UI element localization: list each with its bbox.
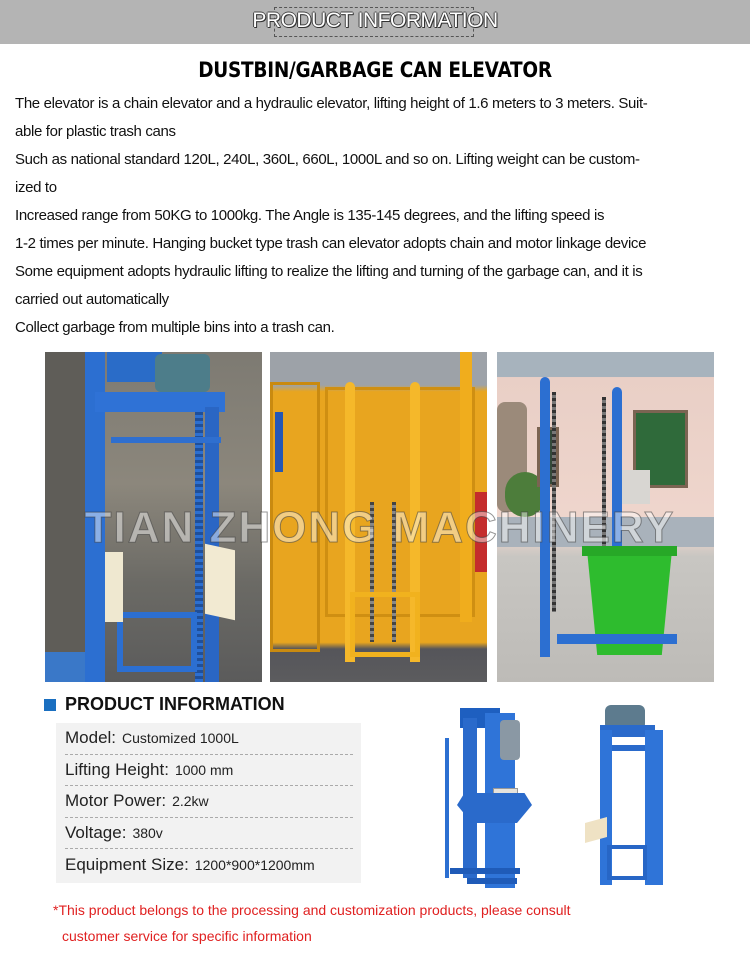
note-line: customer service for specific information (62, 928, 312, 944)
square-bullet-icon (44, 699, 56, 711)
description-line: Such as national standard 120L, 240L, 360L, 660L, 1000L and so on. Lifting weight can be custom- (15, 151, 640, 168)
product-photo-workshop (45, 352, 262, 682)
product-info-header (44, 694, 285, 715)
product-photo-green-bin (497, 352, 714, 682)
spec-value: 1200*900*1200mm (194, 856, 315, 873)
spec-row-motor-power (65, 786, 353, 818)
spec-value: 380v (132, 824, 163, 841)
spec-label: Lifting Height: (65, 759, 169, 779)
spec-row-voltage (65, 818, 353, 850)
product-photo-truck (270, 352, 487, 682)
product-description (15, 90, 740, 342)
spec-label: Voltage: (65, 822, 127, 842)
spec-value: 1000 mm (174, 761, 234, 778)
spec-label: Motor Power: (65, 791, 167, 811)
description-line: Some equipment adopts hydraulic lifting to realize the lifting and turning of the garbage can, and it is (15, 263, 643, 280)
spec-row-equipment-size (65, 849, 353, 881)
spec-row-lifting-height (65, 755, 353, 787)
description-line: ized to (15, 179, 57, 196)
section-banner (0, 0, 750, 44)
description-line: able for plastic trash cans (15, 123, 176, 140)
machine-render-front (585, 705, 675, 890)
spec-value: Customized 1000L (122, 730, 239, 747)
machine-render-side (445, 708, 545, 893)
brand-watermark: TIAN ZHONG MACHINERY (84, 503, 676, 552)
description-line: Increased range from 50KG to 1000kg. The Angle is 135-145 degrees, and the lifting speed is (15, 207, 605, 224)
product-info-title: PRODUCT INFORMATION (65, 694, 285, 714)
page-title: DUSTBIN/GARBAGE CAN ELEVATOR (198, 58, 552, 82)
description-line: 1-2 times per minute. Hanging bucket type trash can elevator adopts chain and motor linkage device (15, 235, 647, 252)
description-line: The elevator is a chain elevator and a hydraulic elevator, lifting height of 1.6 meters to 3 meters. Suit- (15, 95, 648, 112)
banner-title: PRODUCT INFORMATION (252, 9, 498, 32)
spec-label: Model: (65, 728, 117, 748)
spec-value: 2.2kw (172, 793, 209, 810)
description-line: carried out automatically (15, 291, 169, 308)
customization-note (53, 897, 571, 949)
note-line: *This product belongs to the processing and customization products, please consult (53, 902, 571, 918)
spec-label: Equipment Size: (65, 854, 189, 874)
spec-row-model (65, 723, 353, 755)
spec-table (56, 723, 361, 883)
description-line: Collect garbage from multiple bins into a trash can. (15, 319, 335, 336)
